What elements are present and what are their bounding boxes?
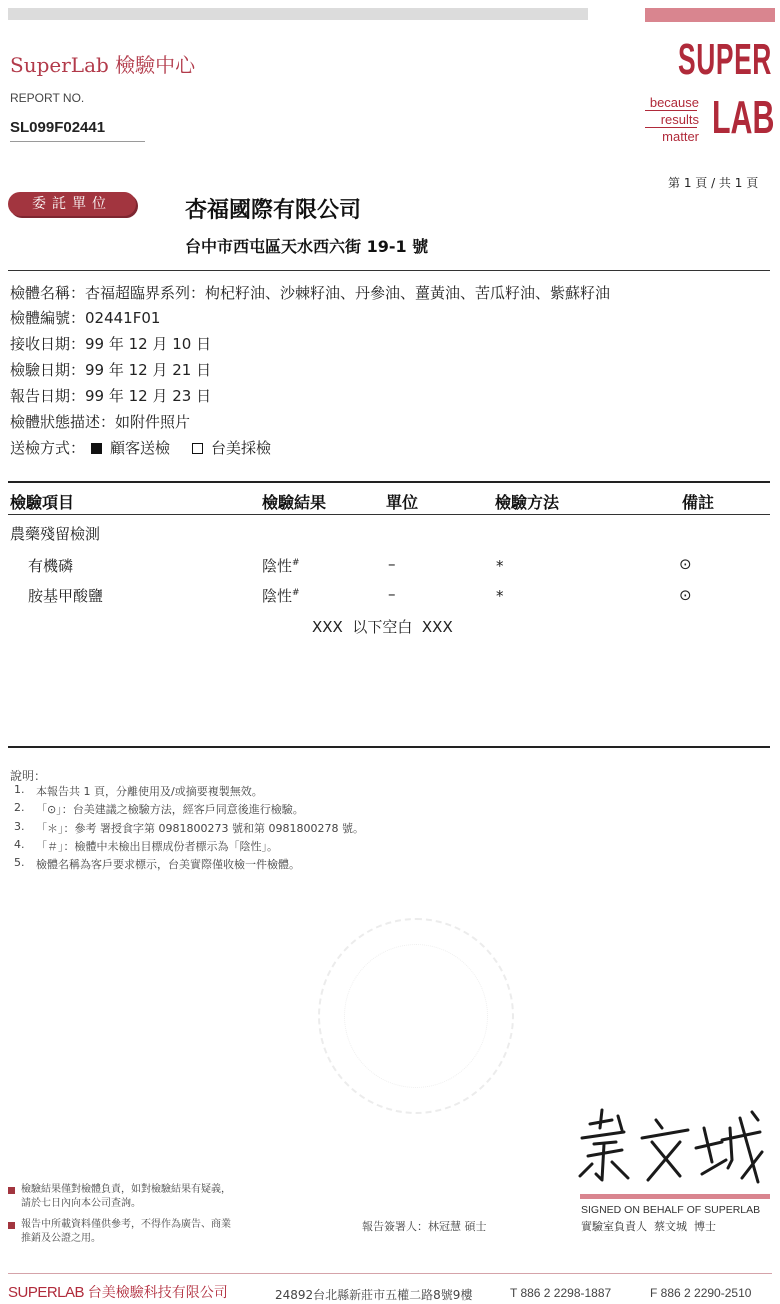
disclaimer-line: 檢驗結果僅對檢體負責，如對檢驗結果有疑義， [21,1184,231,1195]
disclaimer-line: 推銷及公證之用。 [21,1233,101,1244]
note-number: 4. [14,838,25,851]
row-item: 胺基甲酸鹽 [28,587,104,605]
unchecked-box-icon [192,443,203,454]
header-result: 檢驗結果 [262,493,327,512]
row-note: ⊙ [679,586,692,604]
report-number-underline [10,141,145,142]
handwritten-signature [572,1098,772,1190]
footer-brand [8,1282,228,1302]
row-method: * [496,557,504,575]
disclaimer [21,1183,231,1211]
row-result-value: 陰性 [262,557,293,575]
signed-on-behalf: SIGNED ON BEHALF OF SUPERLAB [581,1204,761,1216]
logo-super-text: SUPER [678,35,772,84]
watermark-seal-inner [344,944,488,1088]
top-grey-bar [8,8,588,20]
top-pink-bar [645,8,775,22]
row-result [262,585,300,606]
note-number: 3. [14,820,25,833]
reporter-signatory: 報告簽署人：林冠慧 碩士 [362,1220,487,1233]
row-note: ⊙ [679,555,692,573]
row-result-value: 陰性 [262,587,293,605]
note-number: 2. [14,801,25,814]
footer-fax: F 886 2 2290-2510 [650,1286,752,1300]
signature-pink-bar [580,1194,770,1199]
table-end-marker: XXX 以下空白 XXX [312,618,453,636]
divider [8,270,770,271]
client-address: 台中市西屯區天水西六街 19-1 號 [185,237,429,256]
note-text: 「⊙」：台美建議之檢驗方法，經客戶同意後進行檢驗。 [36,803,304,816]
row-result-mark: # [292,558,300,568]
received-date: 接收日期：99 年 12 月 10 日 [10,335,212,353]
footer-company: 台美檢驗科技有限公司 [87,1285,228,1301]
note-text: 檢體名稱為客戶要求標示，台美實際僅收檢一件檢體。 [36,858,300,871]
note-text: 「＊」：參考 署授食字第 0981800273 號和第 0981800278 號。 [36,822,364,835]
client-name: 杏福國際有限公司 [185,198,362,223]
row-result-mark: # [292,588,300,598]
note-number: 5. [14,856,25,869]
report-date: 報告日期：99 年 12 月 23 日 [10,387,212,405]
page-info: 第 1 頁 / 共 1 頁 [668,176,759,190]
disclaimer-bullet-icon [8,1187,15,1194]
delivery-method [10,437,271,458]
table-top-rule [8,481,770,483]
delivery-option-onsite: 台美採檢 [211,439,272,457]
disclaimer-line: 請於七日內向本公司查詢。 [21,1198,141,1209]
logo-tagline-divider [645,110,697,111]
note-number: 1. [14,783,25,796]
logo-tagline-3: matter [662,129,699,144]
disclaimer [21,1218,231,1246]
header-method: 檢驗方法 [495,493,560,512]
note-text: 「＃」：檢體中未檢出目標成份者標示為「陰性」。 [36,840,278,853]
sample-id: 檢體編號：02441F01 [10,309,161,327]
document-title: SuperLab 檢驗中心 [10,53,196,77]
test-category: 農藥殘留檢測 [10,525,101,543]
footer-divider [8,1273,772,1274]
disclaimer-bullet-icon [8,1222,15,1229]
checked-box-icon [91,443,102,454]
header-test-item: 檢驗項目 [10,493,75,512]
lab-head: 實驗室負責人 蔡文城 博士 [581,1220,716,1233]
row-method: * [496,587,504,605]
table-header-rule [8,514,770,515]
report-no-label: REPORT NO. [10,91,85,105]
sample-condition: 檢體狀態描述：如附件照片 [10,413,191,431]
test-date: 檢驗日期：99 年 12 月 21 日 [10,361,212,379]
logo-lab-text: LAB [712,91,775,143]
row-unit: – [388,585,396,603]
logo-tagline-2: results [660,112,699,127]
header-unit: 單位 [386,493,419,512]
logo-tagline-1: because [649,95,699,110]
delivery-label: 送檢方式： [10,439,86,457]
disclaimer-line: 報告中所載資料僅供參考，不得作為廣告、商業 [21,1219,231,1230]
logo-tagline-divider [645,127,697,128]
footer-address: 24892台北縣新莊市五權二路8號9樓 [275,1288,473,1302]
row-unit: – [388,555,396,573]
client-badge: 委託單位 [8,192,136,216]
header-remarks: 備註 [682,493,715,512]
row-result [262,555,300,576]
notes-title: 說明： [10,769,47,783]
sample-name: 檢體名稱：杏福超臨界系列：枸杞籽油、沙棘籽油、丹參油、薑黃油、苦瓜籽油、紫蘇籽油 [10,284,611,302]
delivery-option-customer: 顧客送檢 [110,439,171,457]
footer-telephone: T 886 2 2298-1887 [510,1286,612,1300]
report-number: SL099F02441 [10,119,106,136]
row-item: 有機磷 [28,557,74,575]
footer-brand-logo: SUPERLAB [8,1284,85,1301]
note-text: 本報告共 1 頁，分離使用及/或摘要複製無效。 [36,785,263,798]
table-bottom-rule [8,746,770,748]
